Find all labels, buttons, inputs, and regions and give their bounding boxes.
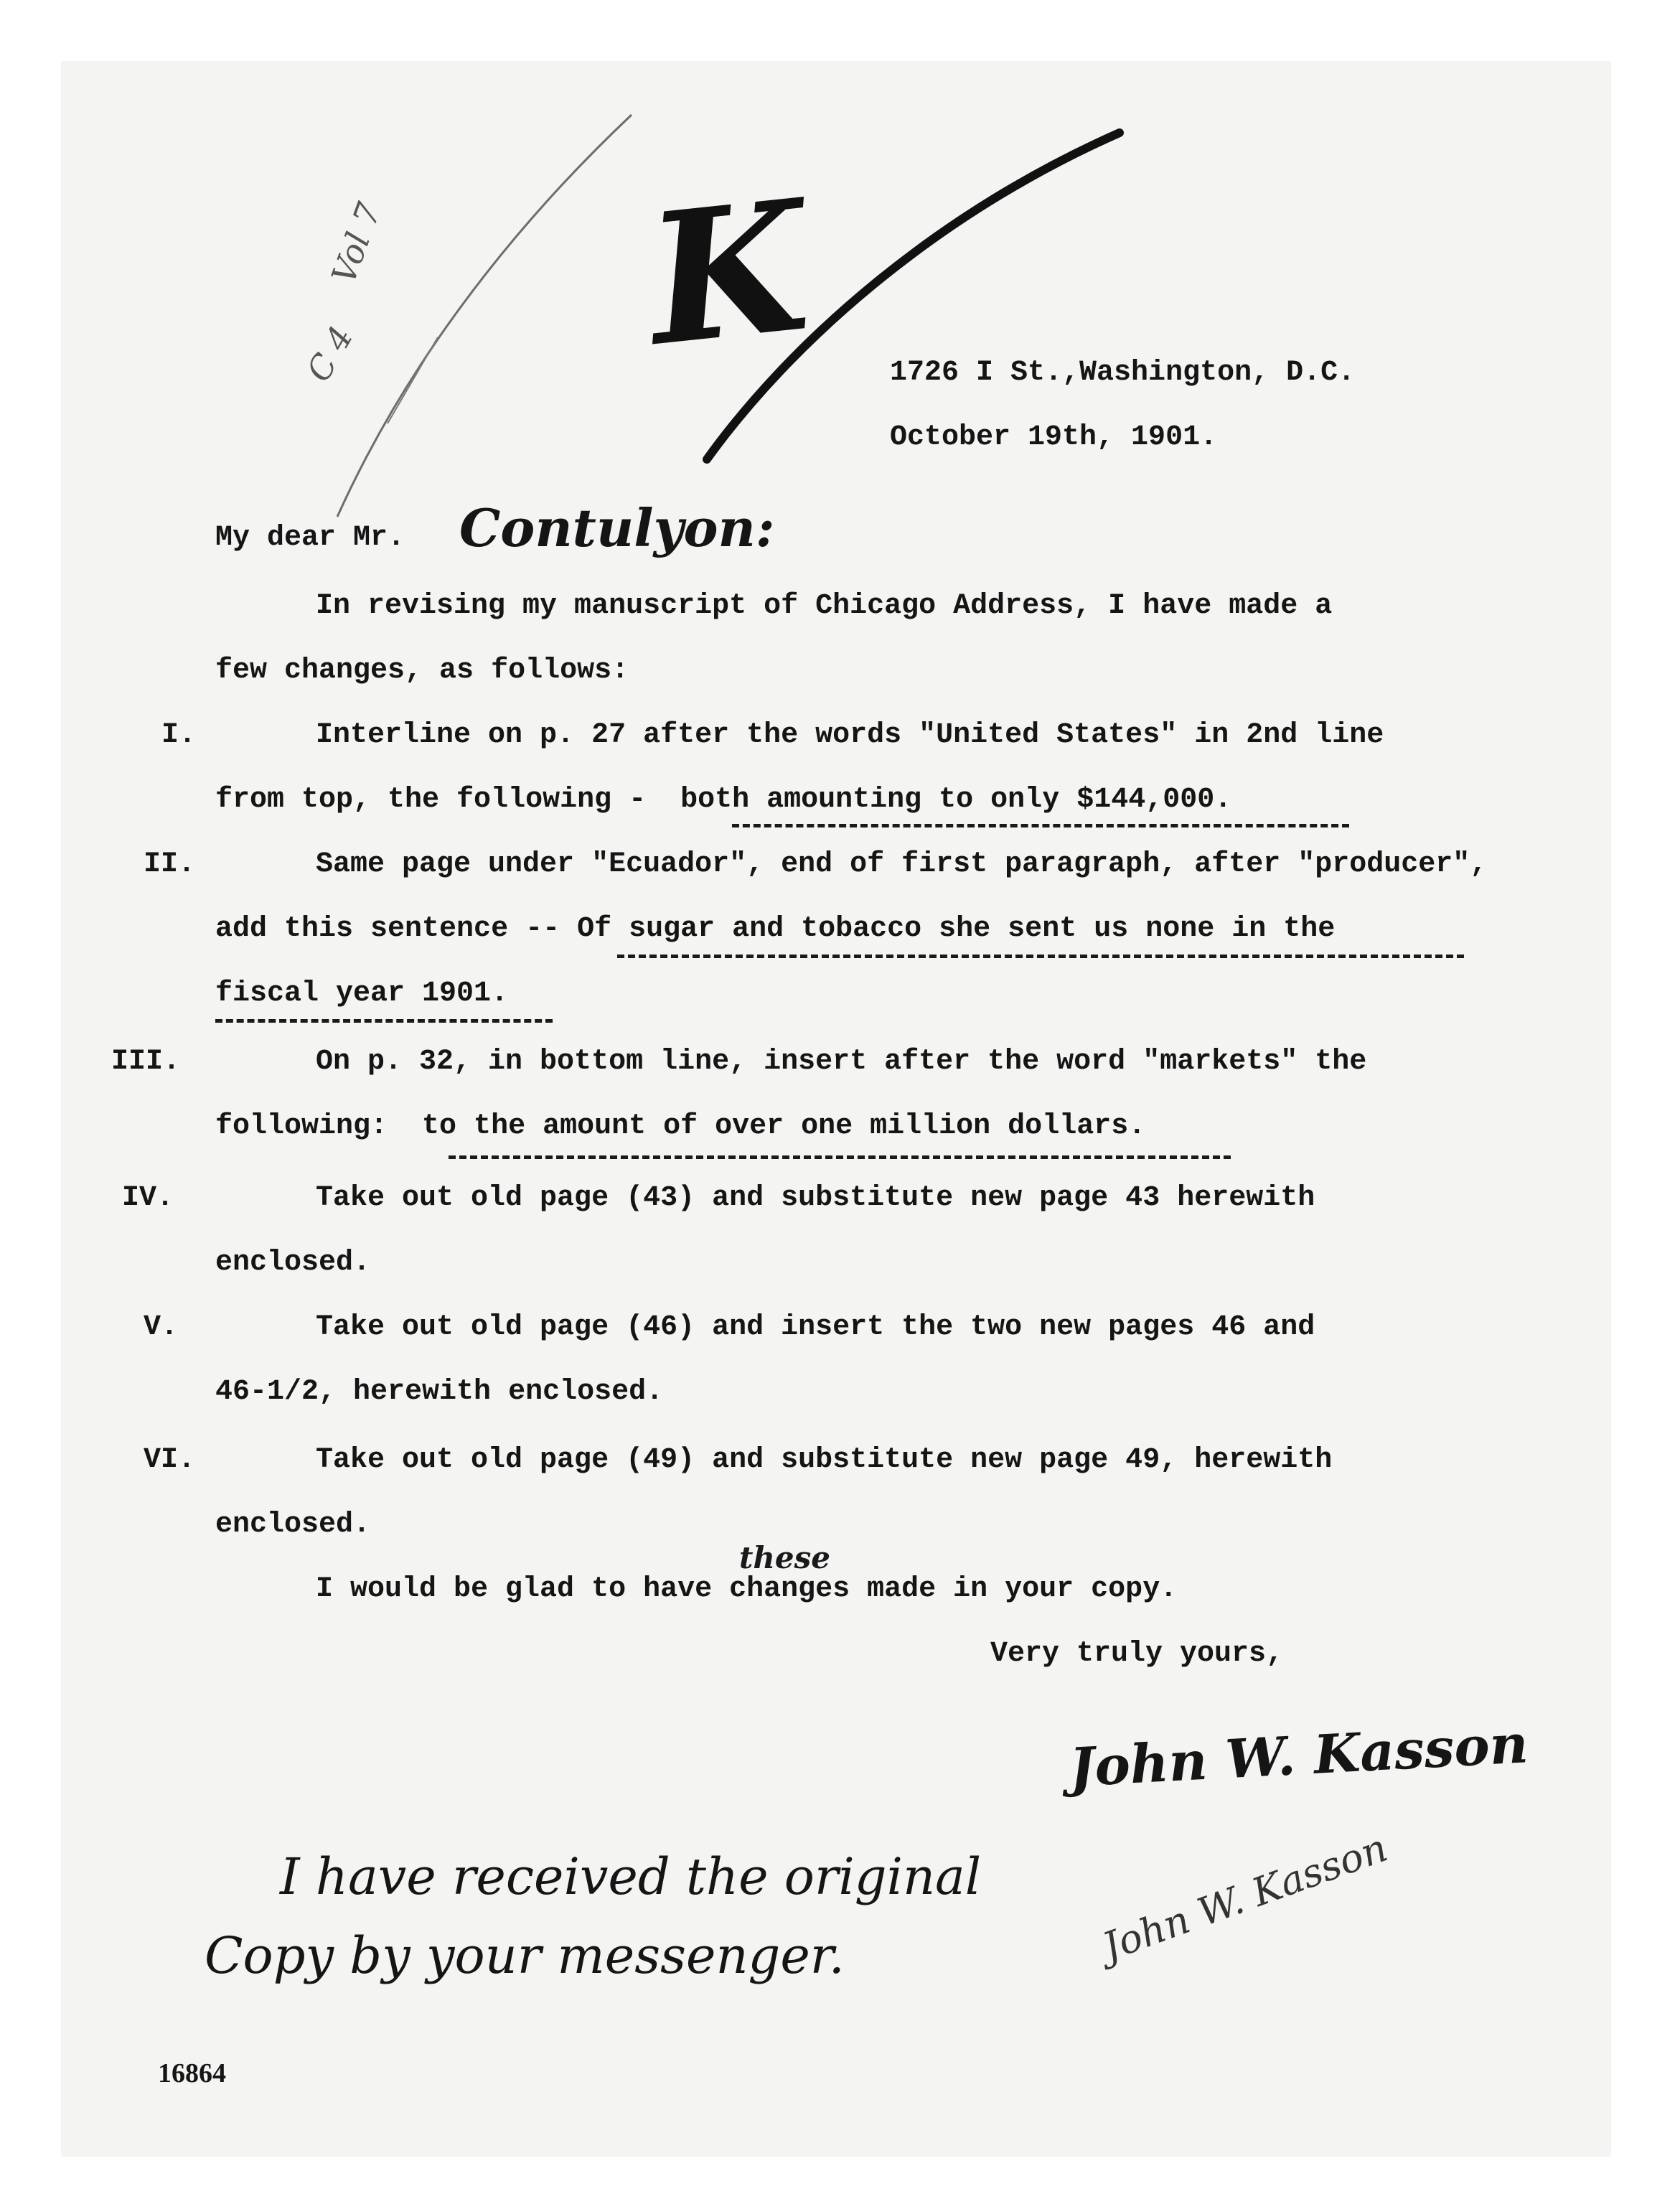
- letter-date: October 19th, 1901.: [890, 421, 1218, 454]
- caret-insert-these: these: [739, 1540, 831, 1575]
- item-line: enclosed.: [215, 1247, 371, 1279]
- item-line: Interline on p. 27 after the words "United States" in 2nd line: [316, 719, 1384, 751]
- salutation-prefix: My dear Mr.: [215, 522, 405, 554]
- underline: [732, 824, 1349, 827]
- intro-line-2: few changes, as follows:: [215, 655, 629, 687]
- item-numeral: V.: [144, 1311, 179, 1343]
- margin-note-vol: Vol 7: [324, 197, 389, 289]
- item-numeral: IV.: [122, 1182, 174, 1214]
- underline: [215, 1019, 553, 1023]
- item-line: Same page under "Ecuador", end of first paragraph, after "producer",: [316, 848, 1488, 881]
- item-line: from top, the following - both amounting to only $144,000.: [215, 784, 1232, 816]
- name-annotation: John W. Kasson: [1097, 1824, 1394, 1970]
- underline: [449, 1155, 1231, 1159]
- item-line: add this sentence -- Of sugar and tobacco she sent us none in the: [215, 913, 1336, 945]
- complimentary-close: Very truly yours,: [990, 1638, 1284, 1670]
- item-line: On p. 32, in bottom line, insert after the word "markets" the: [316, 1046, 1367, 1078]
- item-line: 46-1/2, herewith enclosed.: [215, 1376, 664, 1408]
- handwritten-note-line-1: I have received the original: [280, 1847, 982, 1906]
- item-line: fiscal year 1901.: [215, 977, 509, 1010]
- closing-line: I would be glad to have changes made in your copy.: [316, 1573, 1178, 1605]
- item-numeral: II.: [144, 848, 196, 881]
- salutation-name: Contulyon:: [459, 497, 775, 558]
- item-line: Take out old page (46) and insert the two new pages 46 and: [316, 1311, 1315, 1343]
- item-line: Take out old page (49) and substitute new page 49, herewith: [316, 1444, 1333, 1476]
- initial-k-mark: K: [639, 159, 817, 386]
- intro-line-1: In revising my manuscript of Chicago Address, I have made a: [316, 590, 1333, 622]
- sender-address: 1726 I St.,Washington, D.C.: [890, 357, 1356, 389]
- item-numeral: VI.: [144, 1444, 196, 1476]
- item-line: enclosed.: [215, 1509, 371, 1541]
- item-line: Take out old page (43) and substitute new page 43 herewith: [316, 1182, 1315, 1214]
- item-line: following: to the amount of over one million dollars.: [215, 1110, 1146, 1143]
- document-number: 16864: [158, 2058, 226, 2088]
- margin-note-c: C 4: [299, 319, 361, 388]
- item-numeral: III.: [111, 1046, 181, 1078]
- item-numeral: I.: [161, 719, 197, 751]
- handwritten-note-line-2: Copy by your messenger.: [205, 1926, 845, 1985]
- underline: [617, 955, 1464, 958]
- signature: John W. Kasson: [1068, 1713, 1530, 1799]
